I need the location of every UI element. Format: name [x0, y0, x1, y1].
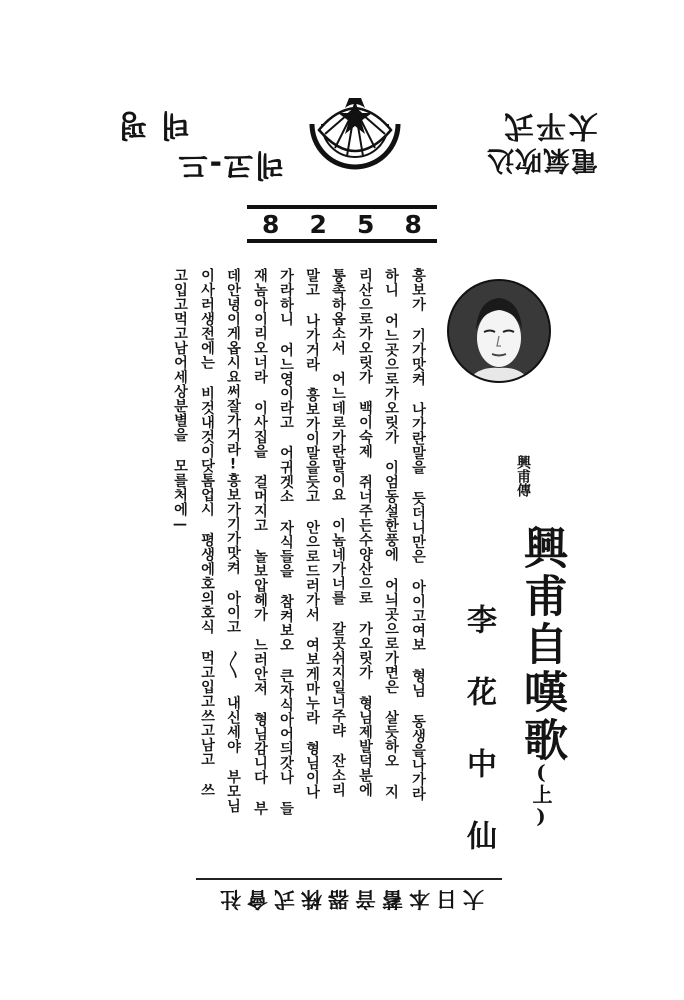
- catalog-digit: 8: [262, 209, 280, 239]
- lyrics-column: 가라하니 어느영이라고 어귀겟소 자식들을 참켜보오 큰자식아어듸갓나 들: [278, 268, 294, 816]
- lyrics-column: 하니 어느곳으로가오릿가 이엄동설한풍에 어늬곳으로가면은 살듯하오 지: [383, 268, 399, 799]
- series-title: 興甫傳: [515, 455, 531, 497]
- footer-rule: [196, 878, 502, 880]
- brand-hanja-label: [406, 108, 598, 182]
- lyrics-column: 고입고먹고남어세상분별을 모를처에—: [172, 268, 188, 533]
- lyrics-column: 데안녕이게옵시요써잘가거라!흥보가기가맛켜 아이고 〳〵 내신세야 부모님: [225, 268, 241, 814]
- company-name: 大日本蓄音器株式會社: [214, 887, 484, 912]
- part-marker: (上): [529, 760, 553, 828]
- catalog-digit: 8: [404, 209, 422, 239]
- brand-korean-line1: 태평: [104, 107, 190, 142]
- brand-hanja-line1: 太平式: [502, 108, 598, 143]
- lyrics-column: 말고 나가거라 흥보가이말을듯고 안으로드러가서 여보게마누라 형님이나: [304, 268, 320, 799]
- catalog-number: [247, 205, 437, 243]
- performer-name: 李花中仙: [461, 604, 496, 892]
- taihei-shell-emblem: [300, 78, 410, 178]
- lyrics-column: 통촉하옵소서 어느데로가란말이요 이놈네가너를 갈곳쉬지일너주랴 잔소리: [330, 268, 346, 798]
- brand-hanja-line2: 電氣吹込: [486, 144, 598, 175]
- catalog-digit: 2: [309, 209, 327, 239]
- performer-portrait: [446, 278, 552, 384]
- brand-korean-label: [104, 108, 284, 182]
- catalog-digit: 5: [357, 209, 375, 239]
- lyrics-column: 재놈아이리오너라 이사집을 걸머지고 놀보압헤가 느러안저 형님감니다 부: [252, 268, 268, 816]
- lyrics-column: 리산으로가오릿가 백이숙제 쥐너주든수양산으로 가오릿가 형님제발덕분에: [357, 268, 373, 798]
- song-title: 興甫自嘆歌: [516, 525, 567, 765]
- brand-korean-line2: 레코-드: [176, 147, 284, 182]
- lyrics-column: 이사러생전에는 비것내것이닷톰업시 평생에호의호식 먹고입고쓰고남고 쓰: [199, 268, 215, 798]
- lyrics-column: 흥보가 기가맛켜 나가란말을 듯더니만은 아이고여보 형님 동생을나가라: [410, 268, 426, 801]
